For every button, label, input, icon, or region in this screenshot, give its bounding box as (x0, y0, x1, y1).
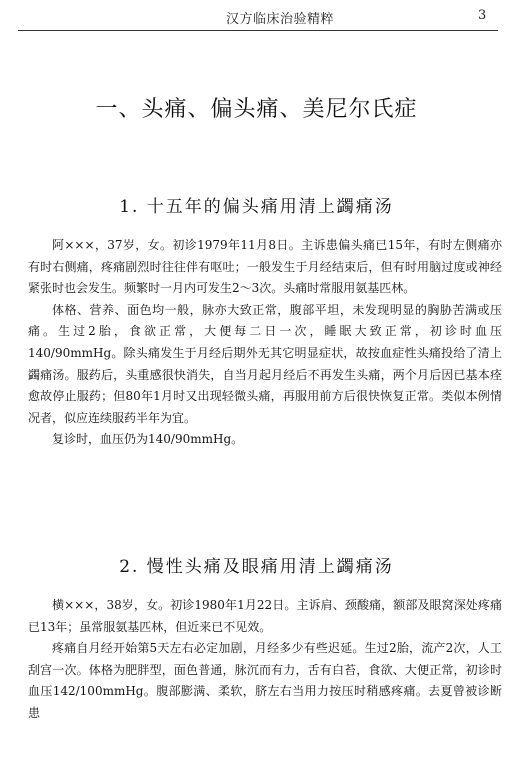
paragraph: 体格、营养、面色均一般，脉亦大致正常，腹部平坦，未发现明显的胸胁苦满或压痛。生过2胎，食欲正常，大便每二日一次，睡眠大致正常，初诊时血压140/90mmHg。除头痛发生于月经后期外无其它明显症状，故按血症性头痛投给了清上蠲痛汤。服药后，头重感很快消失，自当月起月经后不再发生头痛，两个月后因已基本痊愈故停止服药；但80年1月时又出现轻微头痛，再服用前方后很快恢复正常。类似本例情况者，似应连续服药半年为宜。 (28, 302, 502, 425)
page-number: 3 (478, 8, 487, 23)
case-body-1 (28, 235, 502, 451)
running-head: 汉方临床治验精粹 (226, 12, 335, 27)
section-title: 2. 慢性头痛及眼痛用清上蠲痛汤 (119, 557, 394, 577)
paragraph: 复诊时，血压仍为140/90mmHg。 (52, 432, 244, 447)
paragraph: 阿×××，37岁，女。初诊1979年11月8日。主诉患偏头痛已15年，有时左侧痛亦有时右侧痛，疼痛剧烈时往往伴有呕吐；一般发生于月经结束后，但有时用脑过度或神经紧张时也会发生。频繁时一月内可发生2～3次。头痛时常服用氨基匹林。 (28, 238, 502, 296)
header-rule (18, 30, 498, 31)
paragraph: 横×××，38岁，女。初诊1980年1月22日。主诉肩、颈酸痛，额部及眼窝深处疼痛已13年；虽常服氨基匹林，但近来已不见效。 (28, 598, 502, 634)
section-title: 1. 十五年的偏头痛用清上蠲痛汤 (119, 197, 394, 217)
chapter-title: 一、头痛、偏头痛、美尼尔氏症 (95, 97, 418, 122)
paragraph: 疼痛自月经开始第5天左右必定加剧，月经多少有些迟延。生过2胎，流产2次，人工刮宫一次。体格为肥胖型，面色普通，脉沉而有力，舌有白苔，食欲、大便正常，初诊时血压142/100mmHg。腹部膨满、柔软，脐左右当用力按压时稍感疼痛。去夏曾被诊断患 (28, 641, 502, 720)
case-body-2 (28, 595, 502, 725)
page-header (0, 0, 513, 32)
